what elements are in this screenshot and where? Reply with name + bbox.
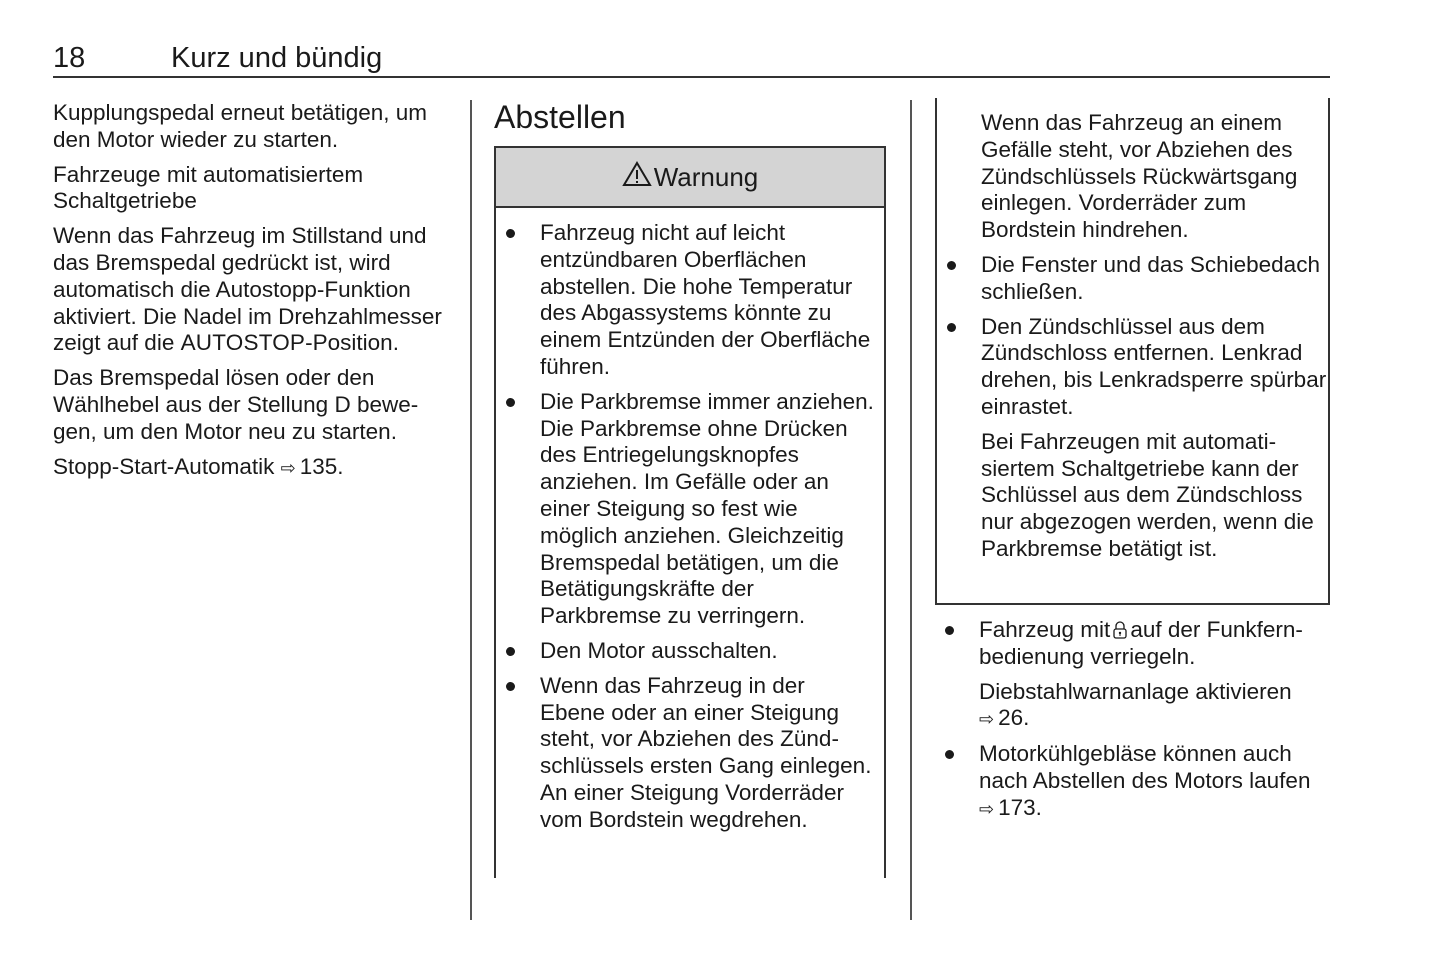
list-item-note: Bei Fahrzeugen mit automatisiertem Schaltgetriebe kann der Schlüssel aus dem Zündschloss nur abgezogen werden, wenn die Parkbremse betätigt ist.: [981, 428, 1314, 561]
reference-page[interactable]: 26.: [998, 705, 1030, 731]
bold-term: D: [334, 391, 351, 417]
page-header: [53, 40, 1330, 78]
list-item-text: Wenn das Fahrzeug in der Ebene oder an einer Steigung steht, vor Abziehen des Zündschlüssels ersten Gang einlegen. An einer Steigung Vorderräder vom Bordstein wegdrehen.: [540, 672, 872, 832]
warning-box-continued: [935, 98, 1330, 605]
column-divider: [910, 100, 912, 920]
reference-label: Stopp-Start-Automatik: [53, 453, 275, 479]
bullet-icon: [506, 647, 515, 656]
reference-page[interactable]: 135.: [299, 453, 344, 479]
list-item: [935, 741, 1335, 822]
lock-icon: [1113, 619, 1127, 637]
paragraph: [53, 365, 453, 445]
list-item: [937, 252, 1328, 306]
reference-arrow-icon: ⇨: [979, 798, 995, 819]
reference-arrow-icon: ⇨: [280, 457, 296, 478]
column-1: [53, 100, 453, 489]
reference-page[interactable]: 173.: [998, 794, 1042, 820]
reference-label: Diebstahlwarnanlage aktivieren: [979, 678, 1292, 704]
column-divider: [470, 100, 472, 920]
text: Fahrzeug mit: [979, 617, 1111, 642]
list-item-text: Den Zündschlüssel aus dem Zündschloss entfernen. Lenkrad drehen, bis Lenkradsperre spürbar einrastet.: [981, 313, 1327, 419]
list-item: [496, 673, 874, 834]
bullet-icon: [947, 261, 956, 270]
warning-box: [494, 146, 886, 878]
list-item: [937, 314, 1328, 563]
warning-list: [496, 220, 874, 834]
chapter-title: Kurz und bündig: [171, 42, 383, 74]
section-title: Abstellen: [494, 99, 626, 135]
text: bewegen, um den Motor neu zu starten.: [53, 391, 419, 444]
bullet-icon: [947, 323, 956, 332]
warning-triangle-icon: [622, 161, 652, 194]
reference-arrow-icon: ⇨: [979, 709, 995, 730]
bullet-icon: [945, 750, 954, 759]
text: Wenn das Fahrzeug im Stillstand und das Bremspedal gedrückt ist, wird automatisch die Autostopp-Funktion aktiviert. Die Nadel im Drehzahlmesser zeigt auf die: [53, 223, 442, 356]
cross-reference[interactable]: [53, 454, 453, 482]
list-item-text: Die Parkbremse immer anziehen. Die Parkbremse ohne Drücken des Entriegelungsknopfes anziehen. Im Gefälle oder an einer Steigung so fest wie möglich anziehen. Gleichzeitig Bremspedal betätigen, um die Betätigungskräfte der Parkbremse zu verringern.: [540, 388, 874, 629]
list-item-text: Den Motor ausschalten.: [540, 637, 778, 663]
list-item: [496, 638, 874, 665]
paragraph: [53, 223, 453, 357]
bold-term: AUTOSTOP: [180, 330, 306, 356]
column-3-list: [935, 617, 1335, 831]
text: Das Bremspedal lösen oder den Wählhebel aus der Stellung: [53, 365, 375, 417]
text: auf der Funkfernbedienung verriegeln.: [979, 617, 1303, 669]
warning-list: [937, 252, 1328, 563]
list-item-text: Die Fenster und das Schiebedach schließen.: [981, 251, 1320, 304]
list-item-text: Fahrzeug nicht auf leicht entzündbaren Oberflächen abstellen. Die hohe Temperatur des Abgassystems könnte zu einem Entzünden der Oberfläche führen.: [540, 220, 871, 379]
text: -Position.: [305, 330, 399, 356]
text: Motorkühlgebläse können auch nach Abstellen des Motors laufen: [979, 741, 1311, 793]
page-number: 18: [53, 42, 86, 74]
list-item: [935, 617, 1335, 733]
warning-title: Warnung: [653, 161, 759, 192]
bullet-icon: [506, 229, 515, 238]
list-item: [496, 220, 874, 381]
bullet-icon: [506, 398, 515, 407]
warning-continued-text: Wenn das Fahrzeug an einem Gefälle steht, vor Abziehen des Zündschlüssels Rückwärtsgang einlegen. Vorderräder zum Bordstein hindrehen.: [981, 110, 1298, 243]
list-item: [496, 389, 874, 630]
paragraph: Kupplungspedal erneut betätigen, um den Motor wieder zu starten.: [53, 100, 428, 152]
cross-reference[interactable]: [979, 679, 1335, 734]
bullet-icon: [506, 682, 515, 691]
warning-header: [496, 148, 884, 208]
subheading: Fahrzeuge mit automatisiertem Schaltgetriebe: [53, 161, 364, 214]
bullet-icon: [945, 626, 954, 635]
